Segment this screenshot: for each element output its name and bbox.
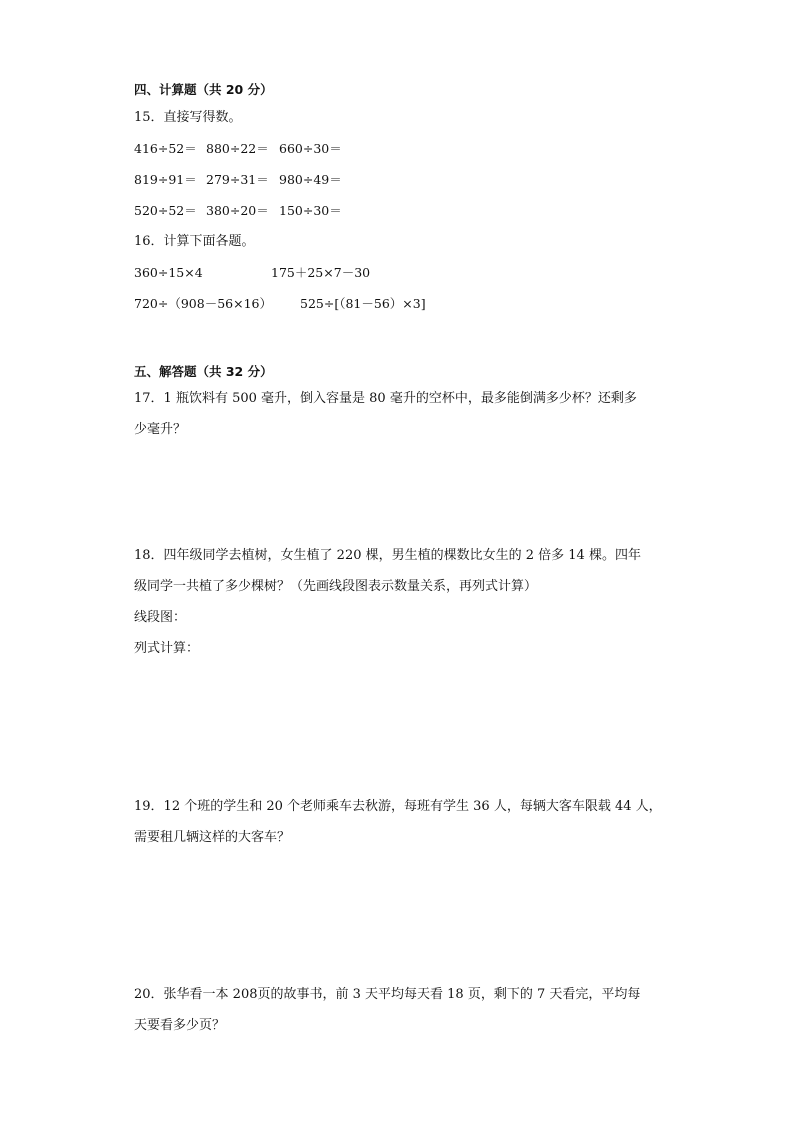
section-5-heading: 五、解答题（共 32 分）	[134, 364, 273, 379]
q15-item: 880÷22＝	[206, 141, 269, 156]
q18-diagram-label: 线段图：	[134, 610, 187, 625]
q20-line: 20．张华看一本 208页的故事书，前 3 天平均每天看 18 页，剩下的 7 天看完，平均每	[134, 987, 641, 1002]
q20-line: 天要看多少页？	[134, 1018, 226, 1033]
q17-line: 17．1 瓶饮料有 500 毫升，倒入容量是 80 毫升的空杯中，最多能倒满多少杯？还剩多	[134, 391, 637, 406]
q16-expression: 360÷15×4	[134, 265, 203, 280]
q19-line: 19．12 个班的学生和 20 个老师乘车去秋游，每班有学生 36 人，每辆大客车限载 44 人，	[134, 799, 662, 814]
q18-calc-label: 列式计算：	[134, 641, 200, 656]
q15-item: 660÷30＝	[279, 141, 342, 156]
q19-line: 需要租几辆这样的大客车？	[134, 830, 291, 845]
q18-line: 级同学一共植了多少棵树？（先画线段图表示数量关系，再列式计算）	[134, 579, 538, 594]
question-15-stem: 15．直接写得数。	[134, 110, 242, 125]
q15-item: 279÷31＝	[206, 172, 269, 187]
q15-item: 380÷20＝	[206, 203, 269, 218]
q15-item: 520÷52＝	[134, 203, 197, 218]
q17-line: 少毫升？	[134, 422, 187, 437]
q15-item: 416÷52＝	[134, 141, 197, 156]
q16-expression: 175＋25×7－30	[271, 265, 371, 280]
q16-expression: 720÷（908－56×16）	[134, 296, 272, 311]
q16-expression: 525÷[（81－56）×3]	[300, 296, 426, 311]
q15-item: 980÷49＝	[279, 172, 342, 187]
q15-item: 819÷91＝	[134, 172, 197, 187]
q18-line: 18．四年级同学去植树，女生植了 220 棵，男生植的棵数比女生的 2 倍多 14 棵。四年	[134, 548, 641, 563]
q15-item: 150÷30＝	[279, 203, 342, 218]
section-4-heading: 四、计算题（共 20 分）	[134, 82, 273, 97]
question-16-stem: 16．计算下面各题。	[134, 234, 255, 249]
